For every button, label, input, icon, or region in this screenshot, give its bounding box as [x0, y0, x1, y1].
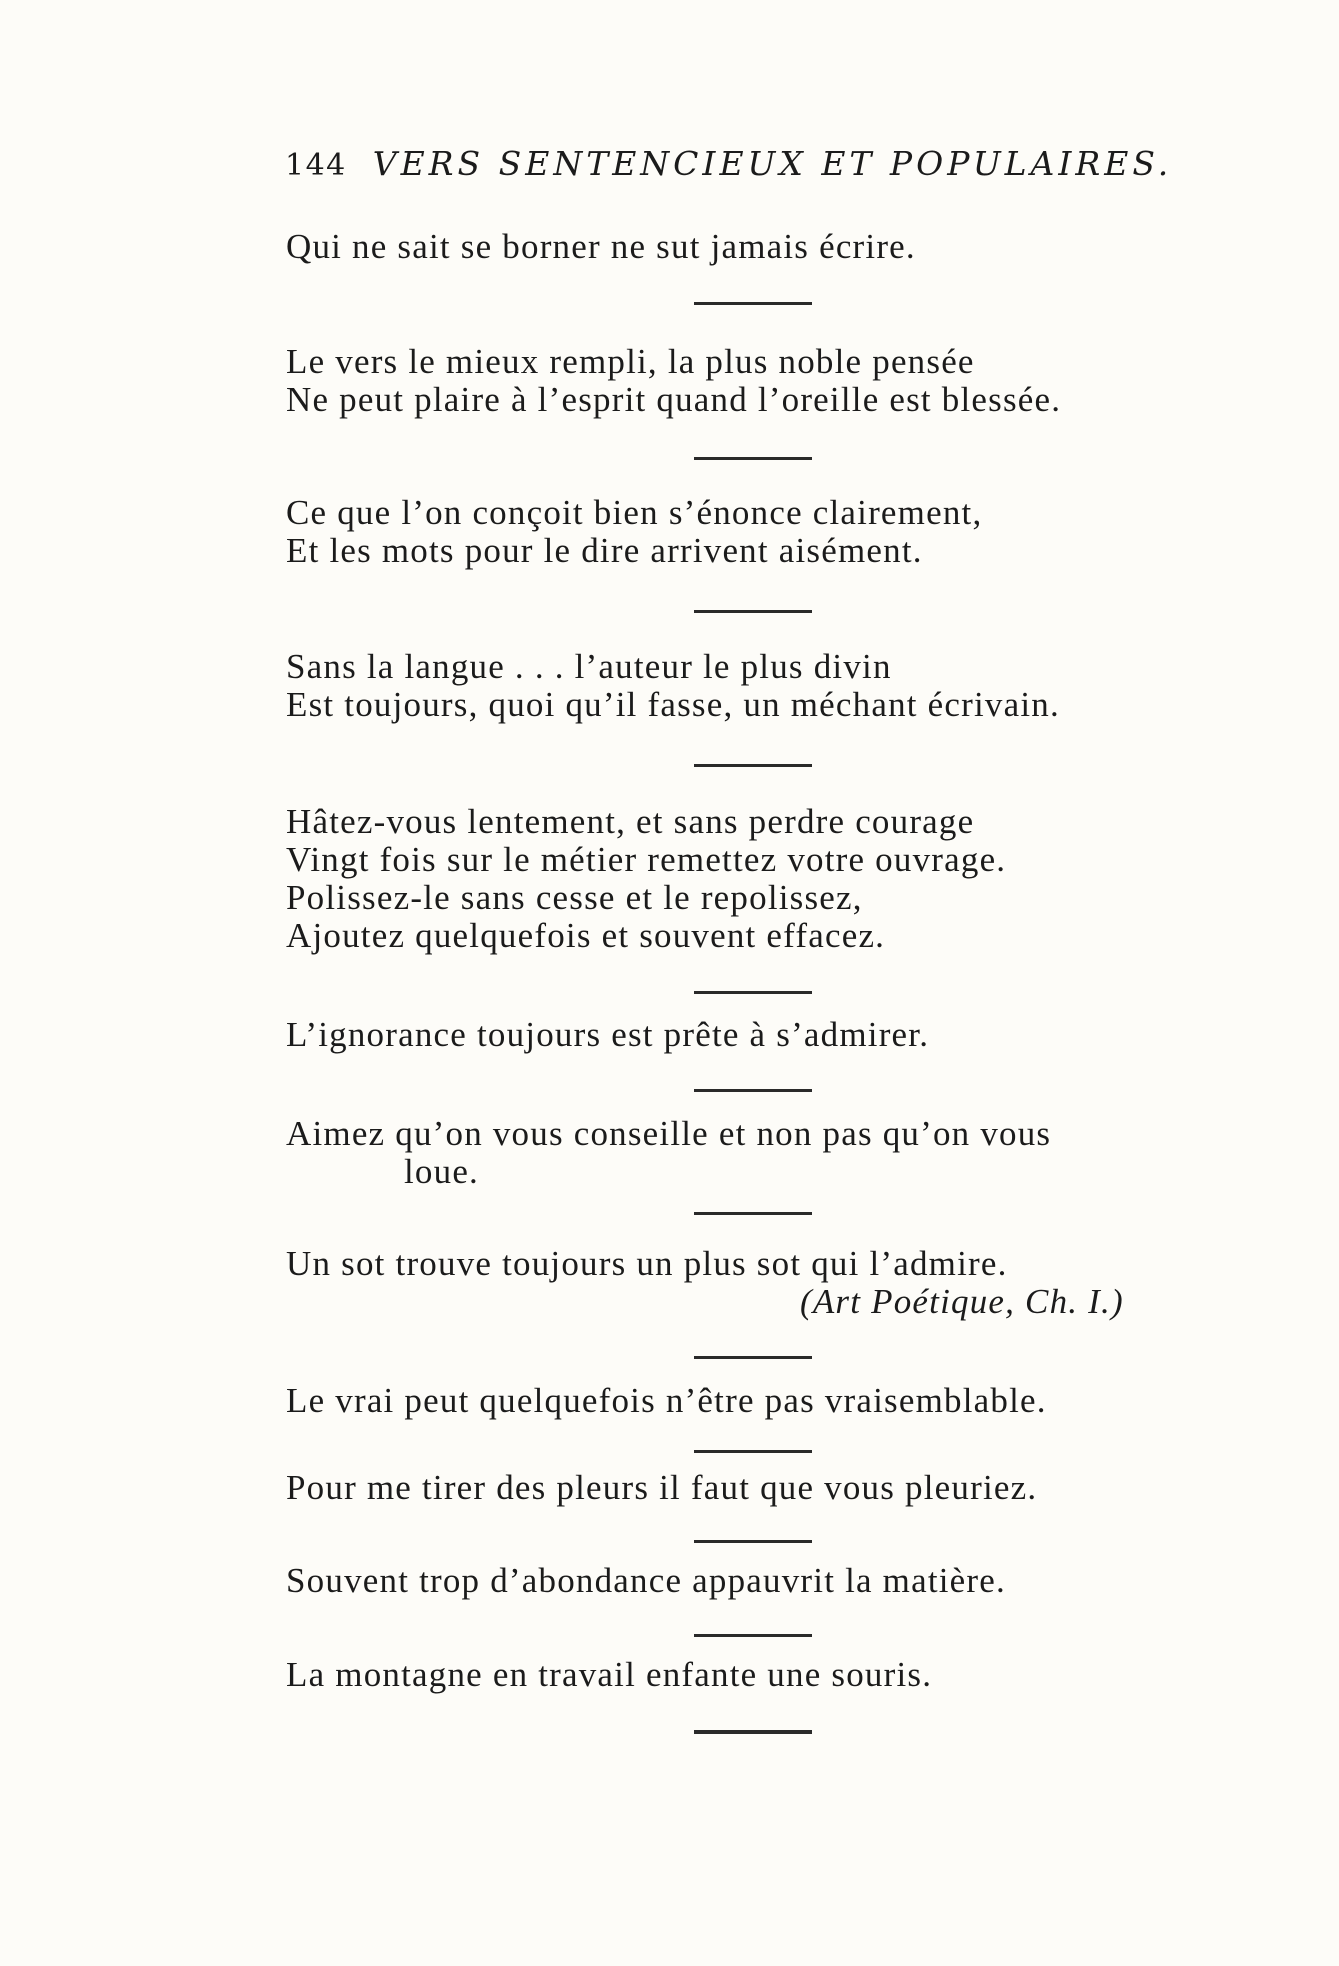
verse-line: Vingt fois sur le métier remettez votre ouvrage.: [286, 840, 1007, 879]
verse-line: Hâtez-vous lentement, et sans perdre courage: [286, 802, 975, 841]
page-number: 144: [285, 148, 347, 183]
verse-2: [286, 343, 1061, 419]
verse-line: Qui ne sait se borner ne sut jamais écrire.: [286, 227, 916, 266]
verse-5: [286, 803, 1006, 955]
separator-rule: [694, 1212, 812, 1215]
source-attribution: (Art Poétique, Ch. I.): [800, 1282, 1124, 1321]
verse-line: Le vers le mieux rempli, la plus noble pensée: [286, 342, 975, 381]
separator-rule: [694, 991, 812, 994]
verse-12: [286, 1656, 932, 1694]
verse-line: Un sot trouve toujours un plus sot qui l’admire.: [286, 1244, 1008, 1283]
verse-line: Ajoutez quelquefois et souvent effacez.: [286, 916, 886, 955]
verse-line: Aimez qu’on vous conseille et non pas qu’on vous: [286, 1114, 1052, 1153]
verse-line: Souvent trop d’abondance appauvrit la matière.: [286, 1561, 1006, 1600]
verse-line: Ce que l’on conçoit bien s’énonce clairement,: [286, 493, 983, 532]
separator-rule: [694, 1356, 812, 1359]
verse-11: [286, 1562, 1006, 1600]
separator-rule: [694, 1089, 812, 1092]
separator-rule: [694, 1540, 812, 1543]
verse-line: Pour me tirer des pleurs il faut que vous pleuriez.: [286, 1468, 1038, 1507]
verse-line: Sans la langue . . . l’auteur le plus divin: [286, 647, 892, 686]
separator-rule: [694, 1450, 812, 1453]
verse-4: [286, 648, 1060, 724]
verse-7: [286, 1115, 1051, 1191]
separator-rule: [694, 457, 812, 460]
running-title: VERS SENTENCIEUX ET POPULAIRES.: [372, 144, 1173, 183]
verse-line: loue.: [404, 1152, 480, 1191]
verse-line: Est toujours, quoi qu’il fasse, un méchant écrivain.: [286, 685, 1060, 724]
separator-rule: [694, 302, 812, 305]
separator-rule: [694, 1634, 812, 1637]
page-header: [285, 144, 1172, 183]
verse-8: [286, 1245, 1124, 1321]
verse-line: Le vrai peut quelquefois n’être pas vraisemblable.: [286, 1381, 1047, 1420]
verse-1: [286, 228, 916, 266]
verse-3: [286, 494, 982, 570]
verse-line: Polissez-le sans cesse et le repolissez,: [286, 878, 863, 917]
separator-rule: [694, 610, 812, 613]
verse-9: [286, 1382, 1047, 1420]
verse-6: [286, 1016, 929, 1054]
verse-line: Et les mots pour le dire arrivent aisément.: [286, 531, 923, 570]
verse-line: L’ignorance toujours est prête à s’admirer.: [286, 1015, 930, 1054]
separator-rule: [694, 764, 812, 767]
verse-line: La montagne en travail enfante une souris.: [286, 1655, 933, 1694]
separator-rule: [694, 1730, 812, 1734]
verse-line: Ne peut plaire à l’esprit quand l’oreille est blessée.: [286, 380, 1062, 419]
verse-10: [286, 1469, 1037, 1507]
